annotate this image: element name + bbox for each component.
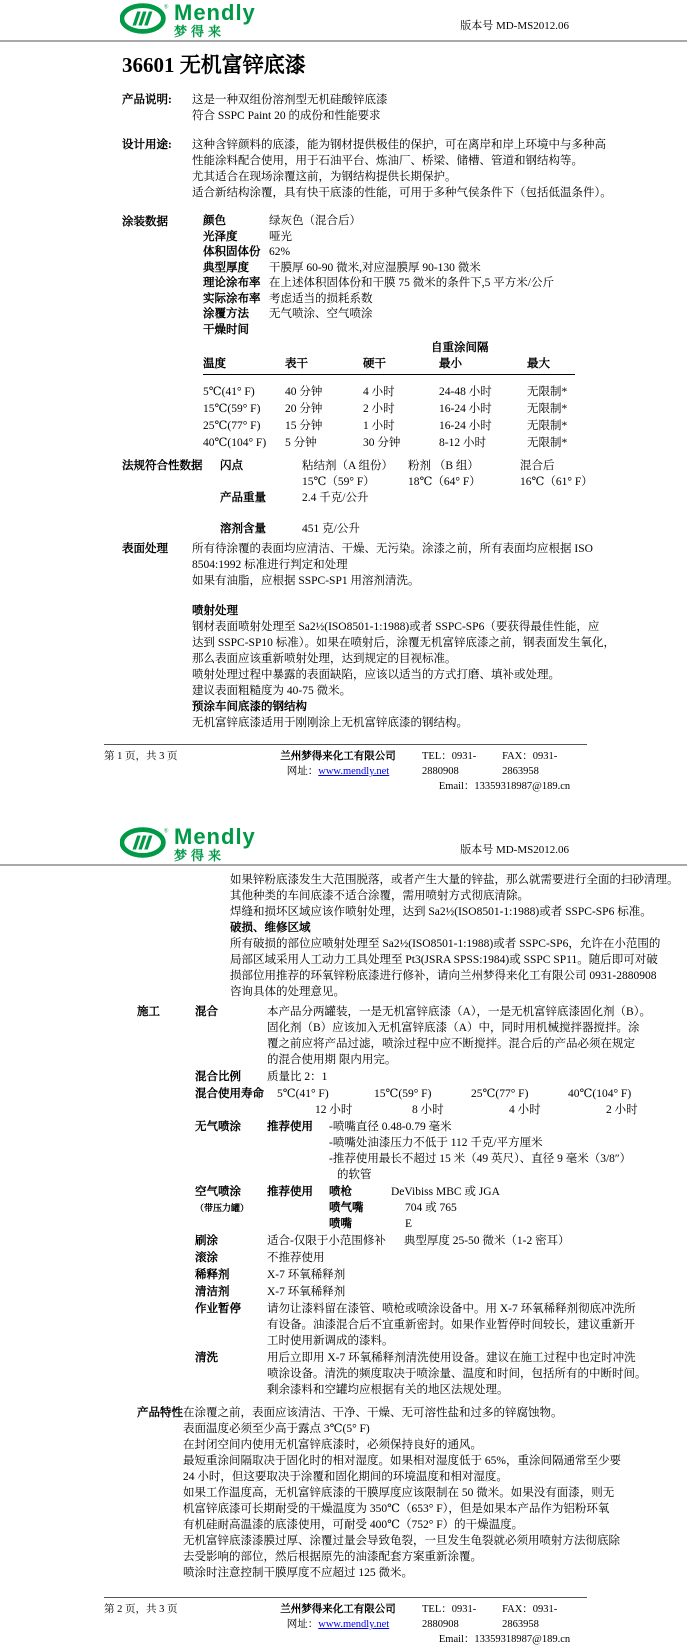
work-pause-row: [195, 1301, 687, 1349]
key: 混合使用寿命: [195, 1088, 264, 1100]
value: 在上述体积固体份和干膜 75 微米的条件下,5 平方米/公斤: [269, 277, 554, 289]
cell: 2 小时: [363, 403, 395, 415]
recommended-label: 推荐使用: [267, 1121, 313, 1133]
company-block: [254, 749, 422, 794]
key: 产品重量: [220, 492, 266, 504]
website-link[interactable]: www.mendly.net: [318, 766, 390, 777]
cell: 1 小时: [363, 420, 395, 432]
equip-value: 704 或 765: [405, 1202, 457, 1214]
value: 不推荐使用: [267, 1252, 325, 1264]
paint-data-row: [192, 307, 589, 323]
value: 451 克/公升: [302, 523, 360, 535]
equip-name: 喷气嘴: [329, 1202, 364, 1214]
value: 哑光: [269, 230, 292, 243]
flash-point-row: [207, 458, 589, 474]
text-line: 机富锌底漆可长期耐受的干燥温度为 350℃（653° F），但是如果本产品作为铝粉环氧: [183, 1503, 610, 1515]
thinner-row: [195, 1267, 687, 1283]
page1-header: [0, 0, 687, 40]
text-line: 在涂覆之前，表面应该清洁、干净、干燥、无可溶性盐和过多的锌腐蚀物。: [183, 1407, 563, 1419]
key: 涂覆方法: [203, 308, 249, 320]
page-number: 第 1 页，共 3 页: [104, 751, 178, 762]
section-label: 表面处理: [122, 543, 168, 555]
equip-name: 喷枪: [329, 1186, 352, 1198]
brand-name-cn: 梦得来: [174, 24, 226, 39]
page-1: [0, 0, 687, 794]
section-application: [137, 1004, 651, 1399]
key: 无气喷涂: [195, 1121, 241, 1133]
mendly-logo-icon: [120, 826, 170, 859]
table-row: [203, 401, 575, 418]
key: [195, 1184, 267, 1232]
cell: 无限制*: [527, 437, 568, 449]
page2-footer: [104, 1597, 587, 1647]
key: 混合比例: [195, 1071, 241, 1083]
cell: 无限制*: [527, 386, 568, 398]
section-label: 法规符合性数据: [122, 460, 203, 472]
section-label: 涂装数据: [122, 216, 168, 228]
text-line: 本产品分两罐装，一是无机富锌底漆（A），一是无机富锌底漆固化剂（B）。: [267, 1006, 651, 1018]
value: X-7 环氧稀释剂: [267, 1286, 346, 1298]
registered-mark: ®: [163, 3, 169, 11]
text-line: 符合 SSPC Paint 20 的成份和性能要求: [192, 110, 381, 122]
duration: 12 小时: [315, 1104, 353, 1116]
col-header: 硬干: [363, 358, 386, 370]
cell: 20 分钟: [285, 403, 323, 415]
text-line: 无机富锌底漆适用于刚刚涂上无机富锌底漆的钢结构。: [192, 717, 468, 729]
table-span-header: 自重涂间隔: [431, 342, 489, 354]
cell: 无限制*: [527, 420, 568, 432]
key: 刷涂: [195, 1235, 218, 1247]
key: 混合: [195, 1006, 218, 1018]
text-line: 的软管: [337, 1169, 372, 1181]
text-line: 所有待涂覆的表面均应清洁、干燥、无污染。涂漆之前，所有表面均应根据 ISO: [192, 543, 593, 555]
recommended-label: 推荐使用: [267, 1186, 313, 1198]
temp: 25℃(77° F): [471, 1088, 529, 1100]
mix-ratio-row: [195, 1069, 687, 1085]
key: 清洁剂: [195, 1286, 230, 1298]
key: 滚涂: [195, 1252, 218, 1264]
section-label: 产品说明:: [122, 94, 172, 106]
value: 混合后: [520, 460, 555, 472]
pot-life-temps: [277, 1086, 687, 1102]
company-name: 兰州梦得来化工有限公司: [280, 1604, 396, 1615]
cell: 16-24 小时: [439, 420, 492, 432]
product-weight-row: [207, 490, 589, 506]
email-address: Email：13359318987@189.cn: [438, 1634, 571, 1645]
text-line: 喷射处理过程中暴露的表面缺陷，应该以适当的方式打磨、填补或处理。: [192, 669, 560, 681]
website-line: [254, 1617, 422, 1632]
text-line: 损部位用推荐的环氧锌粉底漆进行修补，请向兰州梦得来化工有限公司 0931-2880908: [230, 970, 657, 982]
website-label: 网址：: [286, 1619, 319, 1630]
table-row: [203, 435, 575, 452]
value: 绿灰色（混合后）: [269, 215, 361, 227]
paint-data-row: [192, 292, 589, 308]
text-line: 8504:1992 标准进行判定和处理: [192, 559, 348, 571]
key-note: （带压力罐）: [195, 1203, 250, 1213]
section-label: 产品特性: [137, 1407, 183, 1419]
text-line: 剩余漆料和空罐均应根据有关的地区法规处理。: [267, 1384, 509, 1396]
text-line: 建议表面粗糙度为 40-75 微米。: [192, 685, 352, 697]
table-row: [203, 418, 575, 435]
cell: 5 分钟: [285, 437, 317, 449]
text-line: 如果工作温度高，无机富锌底漆的干膜厚度应该限制在 50 微米。如果没有面漆，则无: [183, 1487, 615, 1499]
value: 18℃（64° F）: [408, 476, 481, 488]
duration: 4 小时: [509, 1104, 541, 1116]
company-logo: [120, 2, 256, 38]
cell: 30 分钟: [363, 437, 401, 449]
tel-number: TEL：0931-2880908: [422, 1604, 477, 1630]
solvent-content-row: [207, 521, 589, 537]
text-line: 工时使用新调成的漆料。: [267, 1335, 394, 1347]
registered-mark: ®: [163, 827, 169, 835]
text-line: 有设备。油漆混合后不宜重新密封。如果作业暂停时间较长，建议重新开: [267, 1319, 635, 1331]
surface-prep-continued: [230, 872, 679, 1000]
brush-row: [195, 1233, 687, 1249]
text-line: 达到 SSPC-SP10 标准）。如果在喷射后，涂覆无机富锌底漆之前，钢表面发生氧化，: [192, 637, 615, 649]
text-line: -喷嘴直径 0.48-0.79 毫米: [329, 1121, 452, 1133]
fax-number: FAX：0931-2863958: [502, 1604, 558, 1630]
text-line: 请勿让漆料留在漆管、喷枪或喷涂设备中。用 X-7 环氧稀释剂彻底冲洗所: [267, 1303, 636, 1315]
value: 考虑适当的损耗系数: [269, 292, 373, 305]
website-link[interactable]: www.mendly.net: [318, 1619, 390, 1630]
table-row: [203, 384, 575, 401]
equipment-row: [329, 1216, 500, 1232]
flash-point-temps-row: [207, 474, 593, 490]
section-paint-data: [122, 214, 589, 456]
section-design-use: [122, 137, 612, 201]
text-line: 这种含锌颜料的底漆，能为钢材提供极佳的保护，可在离岸和岸上环境中与多种高: [192, 139, 606, 151]
shop-primer-heading: 预涂车间底漆的钢结构: [192, 701, 307, 713]
key: 闪点: [220, 460, 243, 472]
col-header: 温度: [203, 358, 226, 370]
key: 理论涂布率: [203, 277, 261, 289]
text-line: 覆之前应将产品过滤，喷涂过程中应不断搅拌。混合后的产品必须在规定: [267, 1038, 635, 1050]
section-label: 施工: [137, 1006, 160, 1018]
key: 稀释剂: [195, 1269, 230, 1281]
mixing-row: [195, 1004, 687, 1068]
text-line: 适合新结构涂覆，具有快干底漆的性能，可用于多种气侯条件下（包括低温条件）。: [192, 187, 612, 199]
text-line: 24 小时，但这要取决于涂覆和固化期间的环境温度和相对湿度。: [183, 1471, 508, 1483]
roller-row: [195, 1250, 687, 1266]
key: 颜色: [203, 215, 226, 227]
value: 典型厚度 25-50 微米（1-2 密耳）: [403, 1235, 570, 1247]
cell: 4 小时: [363, 386, 395, 398]
logo-wordmark: [174, 826, 256, 862]
key: 清洗: [195, 1352, 218, 1364]
spacer: [220, 474, 302, 490]
section-surface-preparation: [122, 541, 615, 731]
value: 2.4 千克/公升: [302, 492, 369, 504]
paint-data-row: [192, 245, 589, 261]
cleanup-row: [195, 1350, 687, 1398]
text-line: 喷涂设备。清洗的频度取决于喷涂量、温度和时间，包括所有的中断时间。: [267, 1368, 647, 1380]
cell: 24-48 小时: [439, 386, 492, 398]
page-number: 第 2 页，共 3 页: [104, 1604, 178, 1615]
equipment-row: [329, 1184, 500, 1200]
page-2: [0, 824, 687, 1647]
cell: 15 分钟: [285, 420, 323, 432]
contact-block: [422, 749, 587, 794]
temp: 5℃(41° F): [277, 1088, 329, 1100]
value: 无气喷涂、空气喷涂: [269, 308, 373, 320]
paint-data-row: [192, 276, 589, 292]
col-header: 最小: [439, 358, 462, 370]
key: 干燥时间: [203, 323, 249, 336]
text-line: 喷涂时注意控制干膜厚度不应超过 125 微米。: [183, 1567, 413, 1579]
cell: 16-24 小时: [439, 403, 492, 415]
key: 溶剂含量: [220, 523, 266, 535]
key-main: 空气喷涂: [195, 1186, 241, 1198]
paint-data-row: [192, 261, 589, 277]
text-line: 咨询具体的处理意见。: [230, 986, 345, 998]
page1-footer: [104, 744, 587, 794]
fax-number: FAX：0931-2863958: [502, 751, 558, 777]
version-number: 版本号 MD-MS2012.06: [460, 20, 569, 32]
cell: 25℃(77° F): [203, 420, 261, 432]
text-line: 固化剂（B）应该加入无机富锌底漆（A）中，同时用机械搅拌器搅拌。涂: [267, 1022, 640, 1034]
text-line: 表面温度必须至少高于露点 3℃(5° F): [183, 1423, 370, 1435]
key: 体积固体份: [203, 246, 261, 258]
key: 作业暂停: [195, 1303, 241, 1315]
damage-repair-heading: 破损、维修区域: [230, 922, 311, 934]
paint-data-row: [192, 214, 589, 230]
drying-time-table: [203, 340, 575, 452]
text-line: 如果有油脂，应根据 SSPC-SP1 用溶剂清洗。: [192, 575, 420, 587]
col-header: 最大: [527, 358, 550, 370]
key: 光泽度: [203, 230, 238, 243]
temp: 15℃(59° F): [374, 1088, 432, 1100]
contact-block: [422, 1602, 587, 1647]
value: 16℃（61° F）: [520, 476, 593, 488]
cell: 40℃(104° F): [203, 437, 267, 449]
col-header: 表干: [285, 358, 308, 370]
cleaner-row: [195, 1284, 687, 1300]
cell: 无限制*: [527, 403, 568, 415]
paint-data-row: [192, 230, 589, 246]
temp: 40℃(104° F): [568, 1088, 632, 1100]
key: 典型厚度: [203, 261, 249, 274]
tel-number: TEL：0931-2880908: [422, 751, 477, 777]
air-spray-row: [195, 1184, 687, 1232]
equipment-row: [329, 1200, 500, 1216]
cell: 8-12 小时: [439, 437, 486, 449]
text-line: 其他种类的车间底漆不适合涂覆，需用喷射方式彻底清除。: [230, 890, 529, 902]
text-line: 的混合使用期 限内用完。: [267, 1054, 397, 1066]
text-line: 有机硅耐高温漆的底漆使用，可耐受 400℃（752° F）的干燥温度。: [183, 1519, 524, 1531]
logo-wordmark: [174, 2, 256, 38]
brand-name: Mendly: [174, 0, 256, 25]
table-header-row: [203, 356, 575, 375]
company-block: [254, 1602, 422, 1647]
pot-life-durations: [315, 1102, 687, 1118]
email-address: Email：13359318987@189.cn: [438, 781, 571, 792]
company-logo: [120, 826, 256, 862]
key: 实际涂布率: [203, 292, 261, 305]
page2-header: [0, 824, 687, 864]
company-name: 兰州梦得来化工有限公司: [280, 751, 396, 762]
text-line: -推荐使用最长不超过 15 米（49 英尺）、直径 9 毫米（3/8″）: [329, 1153, 632, 1165]
pot-life-row: [195, 1086, 687, 1118]
brand-name-cn: 梦得来: [174, 848, 226, 863]
website-line: [254, 764, 422, 779]
equip-value: E: [405, 1218, 413, 1230]
text-line: 最短重涂间隔取决于固化时的相对湿度。如果相对湿度低于 65%，重涂间隔通常至少要: [183, 1455, 621, 1467]
value: 适合-仅限于小范围修补: [267, 1235, 386, 1247]
brand-name: Mendly: [174, 824, 256, 849]
value: 粘结剂（A 组份）: [302, 460, 394, 472]
value: X-7 环氧稀释剂: [267, 1269, 346, 1281]
text-line: 焊缝和损坏区域应该作喷射处理，达到 Sa2½(ISO8501-1:1988)或者 SSPC-SP6 标准。: [230, 906, 652, 918]
cell: 15℃(59° F): [203, 403, 261, 415]
value: 干膜厚 60-90 微米,对应湿膜厚 90-130 微米: [269, 261, 481, 274]
version-number: 版本号 MD-MS2012.06: [460, 844, 569, 856]
text-line: 在封闭空间内使用无机富锌底漆时，必须保持良好的通风。: [183, 1439, 482, 1451]
paint-data-row: [192, 323, 589, 339]
duration: 2 小时: [606, 1104, 638, 1116]
value: 粉剂 （B 组）: [408, 460, 479, 472]
section-product-description: [122, 92, 589, 124]
text-line: 尤其适合在现场涂覆这前，为钢结构提供长期保护。: [192, 171, 457, 183]
text-line: 所有破损的部位应喷射处理至 Sa2½(ISO8501-1:1988)或者 SSPC-SP6，允许在小范围的: [230, 938, 661, 950]
text-line: 性能涂料配合使用，用于石油平台、炼油厂、桥梁、储槽、管道和钢结构等。: [192, 155, 583, 167]
value: 15℃（59° F）: [302, 476, 375, 488]
section-label: 设计用途:: [122, 139, 172, 151]
document-title: 36601 无机富锌底漆: [122, 53, 306, 77]
value: 62%: [269, 246, 291, 258]
equip-name: 喷嘴: [329, 1218, 352, 1230]
text-line: 无机富锌底漆漆膜过厚、涂覆过量会导致龟裂，一旦发生龟裂就必须用喷射方法彻底除: [183, 1535, 620, 1547]
section-product-characteristics: [137, 1405, 621, 1581]
text-line: 用后立即用 X-7 环氧稀释剂清洗使用设备。建议在施工过程中也定时冲洗: [267, 1352, 636, 1364]
text-line: 如果锌粉底漆发生大范围脱落，或者产生大量的锌盐，那么就需要进行全面的扫砂清理。: [230, 874, 679, 886]
airless-spray-row: [195, 1119, 687, 1183]
text-line: 钢材表面喷射处理至 Sa2½(ISO8501-1:1988)或者 SSPC-SP6（要获得最佳性能，应: [192, 621, 600, 633]
text-line: 局部区域采用人工动力工具处理至 Pt3(JSRA SPSS:1984)或 SSPC SP11。随后即可对破: [230, 954, 658, 966]
value: 质量比 2：1: [267, 1071, 328, 1083]
section-regulatory-data: [122, 458, 593, 537]
text-line: 那么表面应该重新喷射处理，达到规定的目视标准。: [192, 653, 457, 665]
header-divider: [0, 40, 687, 42]
text-line: 这是一种双组份溶剂型无机硅酸锌底漆: [192, 94, 388, 106]
text-line: -喷嘴处油漆压力不低于 112 千克/平方厘米: [329, 1137, 543, 1149]
duration: 8 小时: [412, 1104, 444, 1116]
text-line: 去受影响的部位，然后根据原先的油漆配套方案重新涂覆。: [183, 1551, 482, 1563]
website-label: 网址：: [286, 766, 319, 777]
equip-value: DeVibiss MBC 或 JGA: [391, 1186, 500, 1198]
cell: 5℃(41° F): [203, 386, 255, 398]
blast-heading: 喷射处理: [192, 605, 238, 617]
mendly-logo-icon: [120, 2, 170, 35]
cell: 40 分钟: [285, 386, 323, 398]
